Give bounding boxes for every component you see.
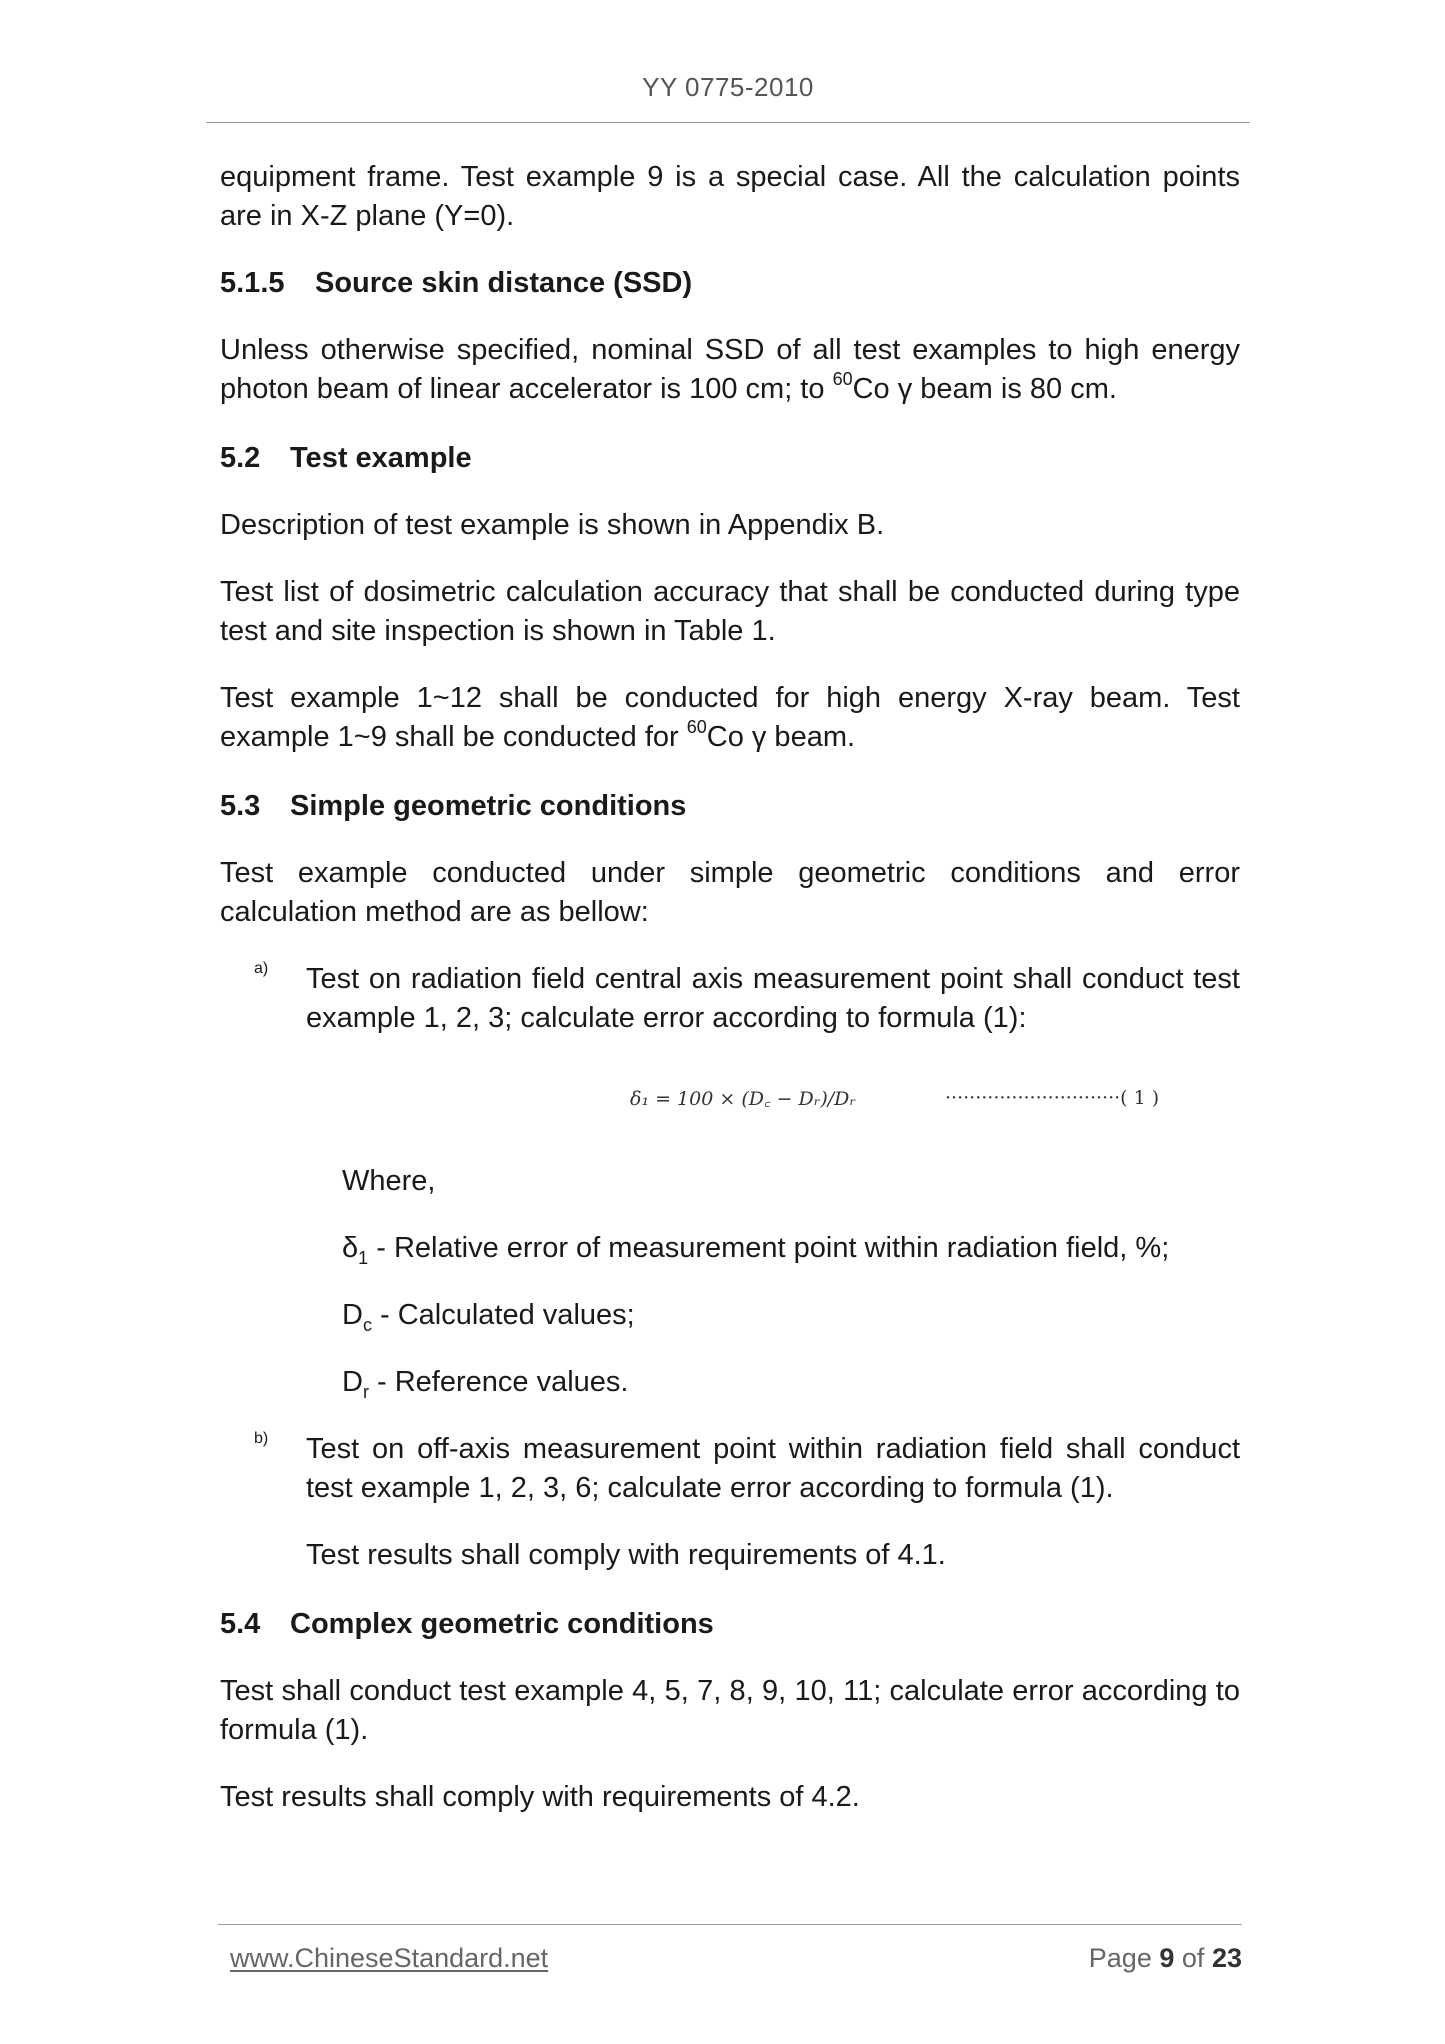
definition-dc: $D_c$ - Calculated values; — [342, 1299, 635, 1335]
item-b-result: Test results shall comply with requirements of 4.1. — [306, 1539, 946, 1571]
heading-number: 5.4 — [220, 1608, 261, 1640]
formula-expression: δ₁ = 100 × (D꜀ − Dᵣ)/Dᵣ — [630, 1088, 857, 1110]
where-label: Where, — [342, 1165, 436, 1197]
heading-5-2 — [220, 439, 1240, 478]
heading-5-4 — [220, 1605, 1240, 1644]
heading-title: Simple geometric conditions — [290, 790, 687, 822]
website-link[interactable]: www.ChineseStandard.net — [230, 1943, 549, 1973]
formula-leader-dots: ····························· — [945, 1087, 1121, 1109]
page-body — [220, 150, 1240, 1817]
heading-number: 5.1.5 — [220, 267, 285, 299]
complex-result-paragraph: Test results shall comply with requirements of 4.2. — [220, 1781, 860, 1813]
ssd-paragraph: Unless otherwise specified, nominal SSD of all test examples to high energy photon beam of linear accelerator is 100 cm; to $^{60}$Co γ beam is 80 cm. — [220, 334, 1240, 405]
heading-5-1-5 — [220, 264, 1240, 303]
test-list-paragraph: Test list of dosimetric calculation accuracy that shall be conducted during type test and site inspection is shown in Table 1. — [220, 576, 1240, 647]
appendix-paragraph: Description of test example is shown in Appendix B. — [220, 509, 885, 541]
current-page: 9 — [1159, 1943, 1175, 1973]
formula-number: ( 1 ) — [1120, 1087, 1160, 1109]
list-item-a — [254, 960, 1240, 1038]
page-header — [206, 72, 1250, 123]
list-label: a) — [254, 960, 269, 977]
list-item-b — [254, 1430, 1240, 1508]
heading-number: 5.3 — [220, 790, 261, 822]
page-footer — [218, 1924, 1242, 1985]
heading-title: Complex geometric conditions — [290, 1608, 714, 1640]
isotope-mass-number: 60 — [832, 369, 853, 390]
heading-5-3 — [220, 787, 1240, 826]
simple-conditions-intro: Test example conducted under simple geometric conditions and error calculation method are as bellow: — [220, 857, 1240, 928]
formula-1 — [630, 1078, 1240, 1118]
document-id: YY 0775-2010 — [642, 72, 814, 102]
definition-dr: $D_r$ - Reference values. — [342, 1366, 629, 1402]
page-indicator: Page 9 of 23 — [1088, 1943, 1242, 1973]
isotope-mass-number: 60 — [686, 717, 707, 738]
heading-title: Source skin distance (SSD) — [315, 267, 693, 299]
total-pages: 23 — [1211, 1943, 1242, 1973]
test-example-paragraph: Test example 1~12 shall be conducted for high energy X-ray beam. Test example 1~9 shall be conducted for $^{60}$Co γ beam. — [220, 682, 1240, 753]
definition-delta: $\delta_1$ - Relative error of measurement point within radiation field, %; — [342, 1232, 1170, 1268]
complex-conditions-paragraph: Test shall conduct test example 4, 5, 7, 8, 9, 10, 11; calculate error according to formula (1). — [220, 1675, 1240, 1746]
heading-title: Test example — [290, 442, 472, 474]
intro-paragraph: equipment frame. Test example 9 is a special case. All the calculation points are in X-Z plane (Y=0). — [220, 161, 1240, 232]
list-text: Test on radiation field central axis measurement point shall conduct test example 1, 2, 3; calculate error according to formula (1): — [306, 963, 1240, 1034]
list-text: Test on off-axis measurement point within radiation field shall conduct test example 1, 2, 3, 6; calculate error according to formula (1). — [306, 1433, 1240, 1504]
heading-number: 5.2 — [220, 442, 261, 474]
list-label: b) — [254, 1430, 269, 1447]
